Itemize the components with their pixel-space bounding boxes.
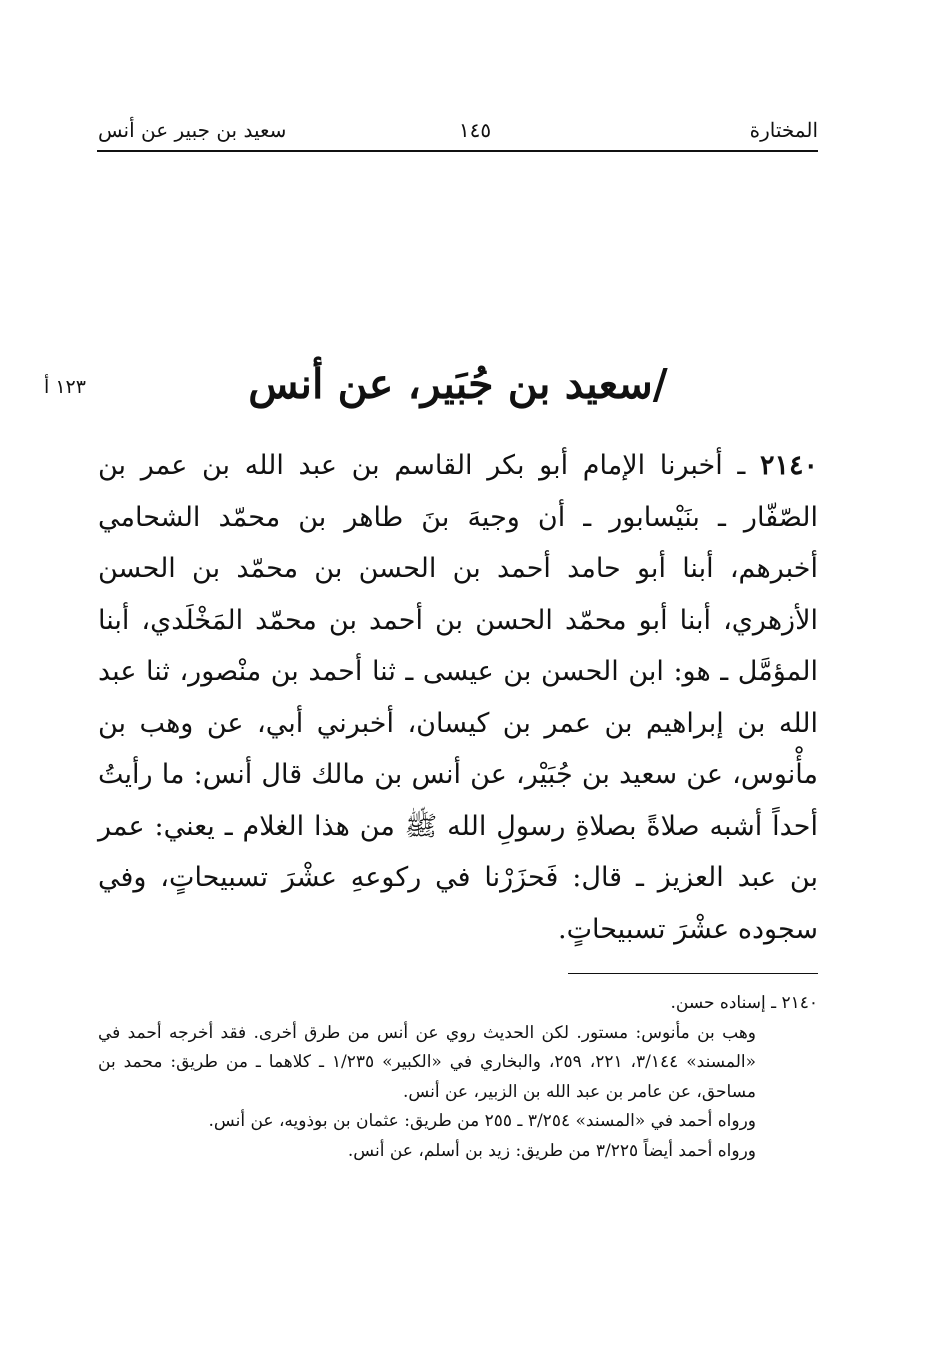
footnote-lead: ٢١٤٠ ـ إسناده حسن. (670, 993, 818, 1013)
hadith-number: ٢١٤٠ (759, 450, 818, 481)
footnote-paragraph: وهب بن مأنوس: مستور. لكن الحديث روي عن أنس من طرق أخرى. فقد أخرجه أحمد في «المسند» ٣/١٤٤، ٢٢١، ٢٥٩، والبخاري في «الكبير» ١/٢٣٥ ـ كلاهما ـ من طريق: محمد بن مساحق، عن عامر بن عبد الله بن الزبير، عن أنس. (98, 1022, 757, 1102)
running-header-chapter: سعيد بن جبير عن أنس (98, 118, 287, 142)
section-title: /سعيد بن جُبَير، عن أنس (248, 360, 668, 408)
hadith-paragraph (98, 440, 818, 955)
footnote-paragraph: ورواه أحمد في «المسند» ٣/٢٥٤ ـ ٢٥٥ من طريق: عثمان بن بوذويه، عن أنس. (208, 1111, 756, 1131)
manuscript-folio-note: ١٢٣ أ (44, 376, 86, 398)
header-divider (97, 150, 818, 152)
footnotes (98, 989, 818, 1166)
page-number: ١٤٥ (458, 118, 492, 142)
footnote-divider (568, 973, 818, 974)
hadith-text: ـ أخبرنا الإمام أبو بكر القاسم بن عبد الله بن عمر بن الصّفّار ـ بنَيْسابور ـ أن وجيهَ بنَ طاهر بن محمّد الشحامي أخبرهم، أبنا أبو حامد أحمد بن الحسن بن محمّد بن الحسن الأزهري، أبنا أبو محمّد الحسن بن أحمد بن محمّد المَخْلَدي، أبنا المؤمَّل ـ هو: ابن الحسن بن عيسى ـ ثنا أحمد بن منْصور، ثنا عبد الله بن إبراهيم بن عمر بن كيسان، أخبرني أبي، عن وهب بن مأْنوس، عن سعيد بن جُبَيْر، عن أنس بن مالك قال أنس: ما رأيتُ أحداً أشبه صلاةً بصلاةِ رسولِ الله ﷺ من هذا الغلام ـ يعني: عمر بن عبد العزيز ـ قال: فَحزَرْنا في ركوعهِ عشْرَ تسبيحاتٍ، وفي سجوده عشْرَ تسبيحاتٍ. (98, 450, 818, 945)
footnote-paragraph: ورواه أحمد أيضاً ٣/٢٢٥ من طريق: زيد بن أسلم، عن أنس. (347, 1140, 756, 1161)
running-header-book-title: المختارة (749, 118, 818, 142)
